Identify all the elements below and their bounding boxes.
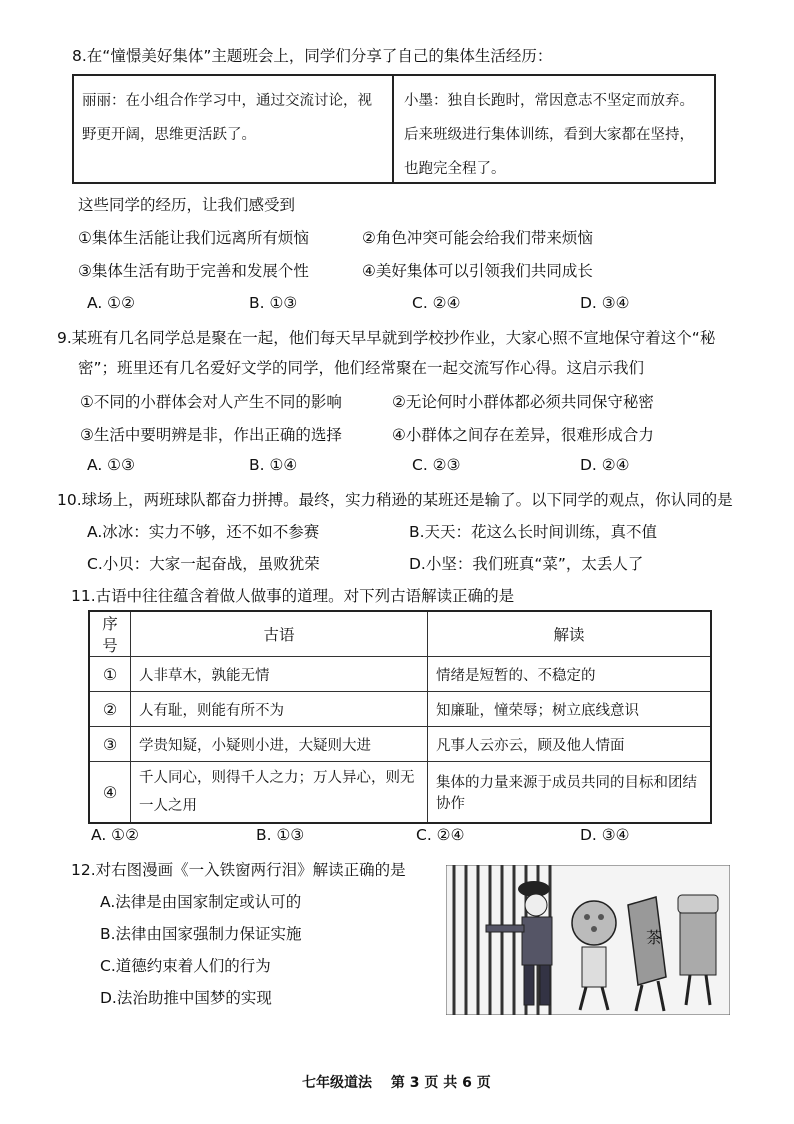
q9-option-b[interactable]: B. ①④ (249, 456, 298, 474)
page-footer: 七年级道法 第 3 页 共 6 页 (302, 1075, 491, 1091)
q11-stem: 11.古语中往往蕴含着做人做事的道理。对下列古语解读正确的是 (71, 587, 515, 605)
q8-statement-2: ②角色冲突可能会给我们带来烦恼 (362, 229, 593, 247)
q12-stem: 12.对右图漫画《一入铁窗两行泪》解读正确的是 (71, 861, 406, 879)
q10-option-c[interactable]: C.小贝：大家一起奋战，虽败犹荣 (87, 555, 320, 573)
q9-option-a[interactable]: A. ①③ (87, 456, 135, 474)
q9-stem-line1: 9.某班有几名同学总是聚在一起，他们每天早早就到学校抄作业，大家心照不宣地保守着这个“秘 (57, 329, 716, 347)
row-interpretation: 集体的力量来源于成员共同的目标和团结协作 (428, 762, 712, 824)
row-num: ③ (89, 727, 131, 762)
q11-option-c[interactable]: C. ②④ (416, 826, 465, 844)
q8-stem: 8.在“憧憬美好集体”主题班会上，同学们分享了自己的集体生活经历： (72, 47, 553, 65)
row-saying: 人非草木，孰能无情 (131, 657, 428, 692)
q8-option-c[interactable]: C. ②④ (412, 294, 461, 312)
q8-substem: 这些同学的经历，让我们感受到 (78, 196, 296, 214)
row-interpretation: 情绪是短暂的、不稳定的 (428, 657, 712, 692)
row-saying: 人有耻，则能有所不为 (131, 692, 428, 727)
q8-experience-box (72, 74, 716, 184)
q11-header-num: 序号 (89, 611, 131, 657)
cartoon-drawing (446, 865, 730, 1015)
q12-option-c[interactable]: C.道德约束着人们的行为 (100, 957, 271, 975)
q11-table (88, 610, 712, 824)
q9-statement-1: ①不同的小群体会对人产生不同的影响 (80, 393, 342, 411)
q11-header-row (89, 611, 711, 657)
q10-option-d[interactable]: D.小坚：我们班真“菜”，太丢人了 (409, 555, 644, 573)
q12-option-a[interactable]: A.法律是由国家制定或认可的 (100, 893, 302, 911)
q8-xiaomo-text: 小墨：独自长跑时，常因意志不坚定而放弃。后来班级进行集体训练，看到大家都在坚持，也跑完全程了。 (404, 93, 694, 177)
q8-statement-4: ④美好集体可以引领我们共同成长 (362, 262, 593, 280)
q8-option-a[interactable]: A. ①② (87, 294, 135, 312)
q8-statement-3: ③集体生活有助于完善和发展个性 (78, 262, 309, 280)
q9-statement-4: ④小群体之间存在差异，很难形成合力 (392, 426, 654, 444)
table-row (89, 727, 711, 762)
q10-option-b[interactable]: B.天天：花这么长时间训练，真不值 (409, 523, 658, 541)
row-saying: 学贵知疑，小疑则小进，大疑则大进 (131, 727, 428, 762)
row-num: ① (89, 657, 131, 692)
q9-stem-line2: 密”；班里还有几名爱好文学的同学，他们经常聚在一起交流写作心得。这启示我们 (78, 359, 645, 377)
q11-option-d[interactable]: D. ③④ (580, 826, 630, 844)
q8-option-b[interactable]: B. ①③ (249, 294, 298, 312)
row-interpretation: 知廉耻，憧荣辱；树立底线意识 (428, 692, 712, 727)
q9-statement-2: ②无论何时小群体都必须共同保守秘密 (392, 393, 654, 411)
q10-stem: 10.球场上，两班球队都奋力拼搏。最终，实力稍逊的某班还是输了。以下同学的观点，你认同的是 (57, 491, 733, 509)
tea-label: 茶 (646, 928, 663, 947)
table-row (89, 762, 711, 824)
q10-option-a[interactable]: A.冰冰：实力不够，还不如不参赛 (87, 523, 320, 541)
q8-option-d[interactable]: D. ③④ (580, 294, 630, 312)
row-interpretation: 凡事人云亦云，顾及他人情面 (428, 727, 712, 762)
table-row (89, 692, 711, 727)
q9-statement-3: ③生活中要明辨是非，作出正确的选择 (80, 426, 342, 444)
q11-option-a[interactable]: A. ①② (91, 826, 139, 844)
q9-option-c[interactable]: C. ②③ (412, 456, 461, 474)
q8-statement-1: ①集体生活能让我们远离所有烦恼 (78, 229, 309, 247)
q11-header-text: 古语 (131, 611, 428, 657)
row-num: ② (89, 692, 131, 727)
q9-option-d[interactable]: D. ②④ (580, 456, 630, 474)
q8-lili-text: 丽丽：在小组合作学习中，通过交流讨论，视野更开阔，思维更活跃了。 (74, 76, 394, 182)
q11-option-b[interactable]: B. ①③ (256, 826, 305, 844)
row-saying: 千人同心，则得千人之力；万人异心，则无一人之用 (131, 762, 428, 824)
q12-option-b[interactable]: B.法律由国家强制力保证实施 (100, 925, 302, 943)
table-row (89, 657, 711, 692)
q12-option-d[interactable]: D.法治助推中国梦的实现 (100, 989, 272, 1007)
cartoon-image (446, 865, 730, 1015)
row-num: ④ (89, 762, 131, 824)
q11-header-interp: 解读 (428, 611, 712, 657)
